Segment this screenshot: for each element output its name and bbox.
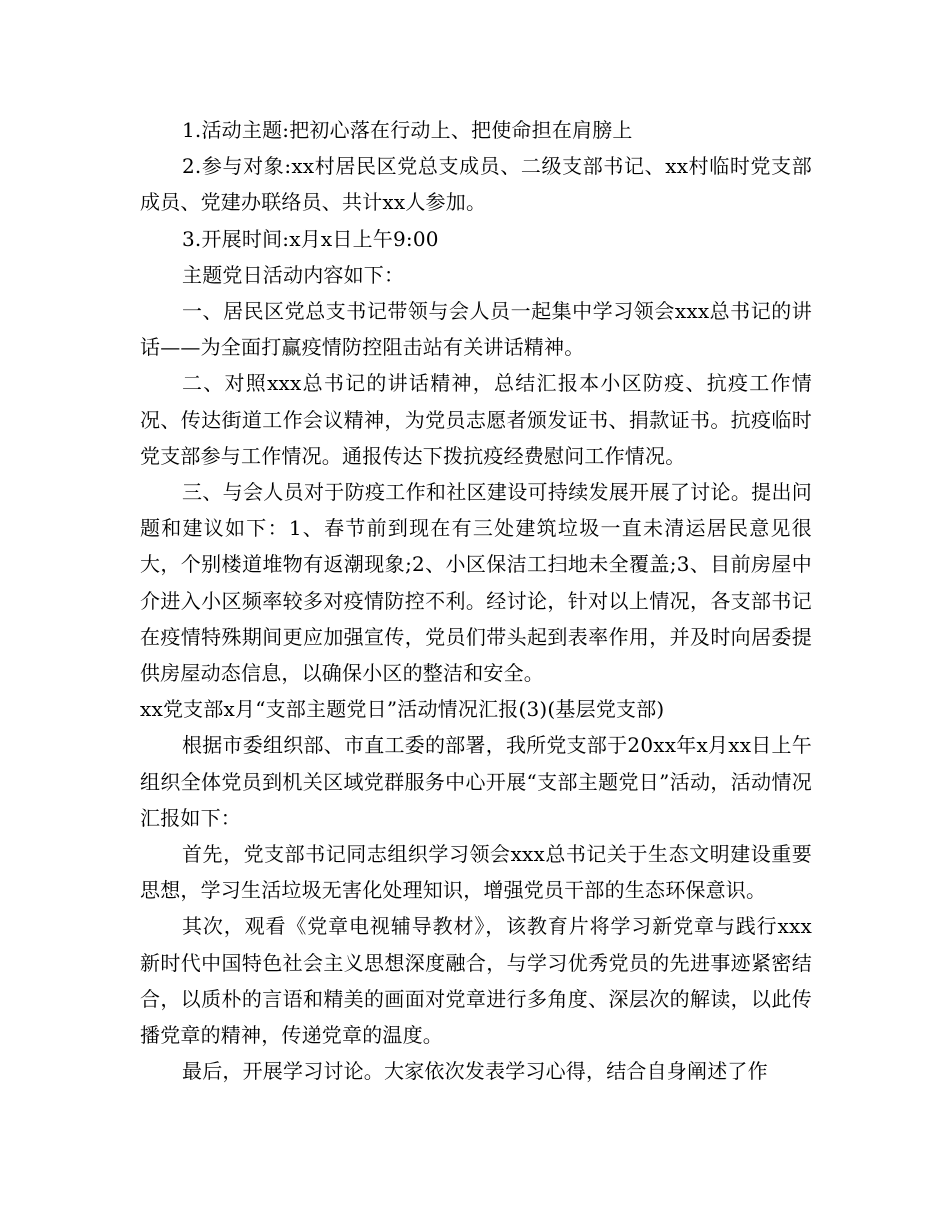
paragraph-item-one: 一、居民区党总支书记带领与会人员一起集中学习领会xxx总书记的讲话——为全面打赢疫情防控阻击站有关讲话精神。 [140,299,812,360]
paragraph-item-two: 二、对照xxx总书记的讲话精神，总结汇报本小区防疫、抗疫工作情况、传达街道工作会议精神，为党员志愿者颁发证书、捐款证书。抗疫临时党支部参与工作情况。通报传达下拨抗疫经费慰问工作情况。 [140,371,812,468]
paragraph-second: 其次，观看《党章电视辅导教材》，该教育片将学习新党章与践行xxx新时代中国特色社会主义思想深度融合，与学习优秀党员的先进事迹紧密结合，以质朴的言语和精美的画面对党章进行多角度、深层次的解读，以此传播党章的精神，传递党章的温度。 [140,914,812,1048]
paragraph-activity-theme: 1.活动主题:把初心落在行动上、把使命担在肩膀上 [182,118,633,142]
paragraph-last: 最后，开展学习讨论。大家依次发表学习心得，结合自身阐述了作 [182,1059,768,1084]
paragraph-section-intro: 根据市委组织部、市直工委的部署，我所党支部于20xx年x月xx日上午组织全体党员到机关区域党群服务中心开展“支部主题党日”活动，活动情况汇报如下： [140,733,812,830]
paragraph-content-intro: 主题党日活动内容如下： [182,262,405,287]
section-title: xx党支部x月“支部主题党日”活动情况汇报(3)(基层党支部) [140,697,665,722]
document-body [140,112,812,1089]
paragraph-item-three: 三、与会人员对于防疫工作和社区建设可持续发展开展了讨论。提出问题和建议如下：1、春节前到现在有三处建筑垃圾一直未清运居民意见很大，个别楼道堆物有返潮现象;2、小区保洁工扫地未全覆盖;3、目前房屋中介进入小区频率较多对疫情防控不利。经讨论，针对以上情况，各支部书记在疫情特殊期间更应加强宣传，党员们带头起到表率作用，并及时向居委提供房屋动态信息，以确保小区的整洁和安全。 [140,480,812,686]
paragraph-first: 首先，党支部书记同志组织学习领会xxx总书记关于生态文明建设重要思想，学习生活垃圾无害化处理知识，增强党员干部的生态环保意识。 [140,842,812,903]
paragraph-time: 3.开展时间:x月x日上午9:00 [182,226,439,251]
paragraph-participants: 2.参与对象:xx村居民区党总支成员、二级支部书记、xx村临时党支部成员、党建办联络员、共计xx人参加。 [140,154,812,215]
